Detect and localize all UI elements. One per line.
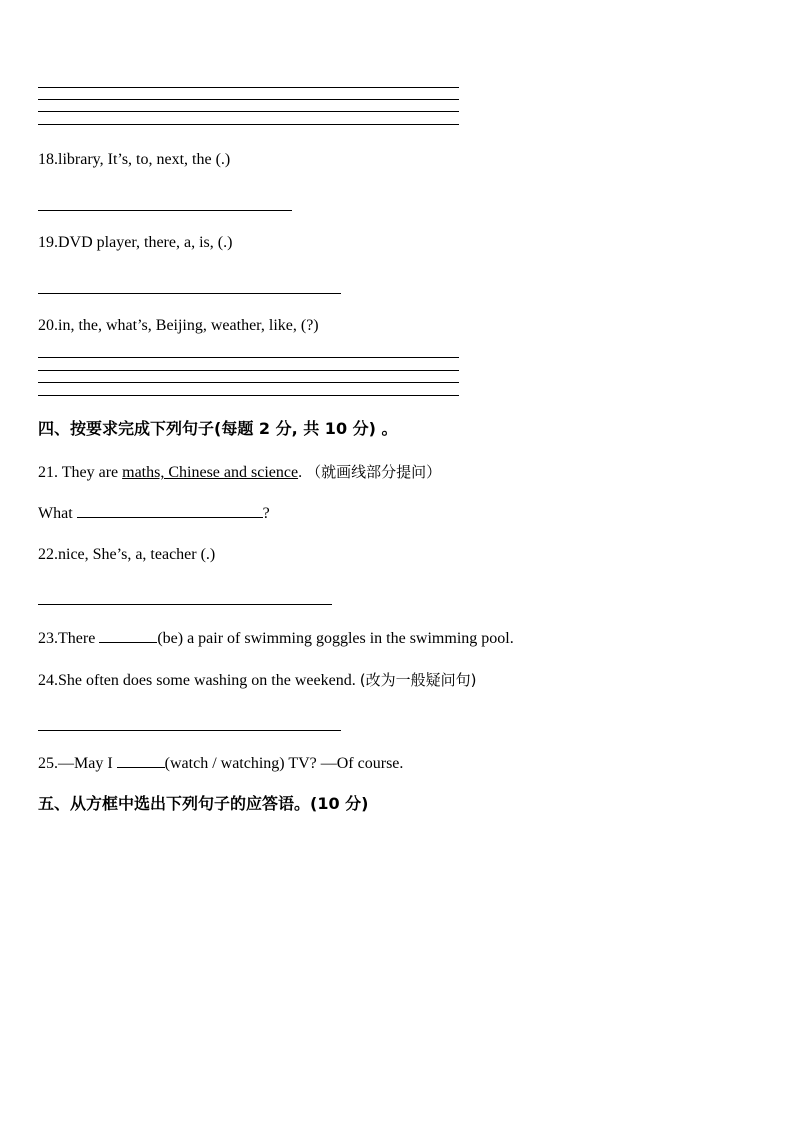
answer-blank[interactable] — [99, 628, 157, 643]
answer-line[interactable] — [38, 395, 459, 396]
answer-line[interactable] — [38, 210, 292, 211]
question-text: nice, She’s, a, teacher (.) — [58, 546, 216, 563]
answer-prefix: What — [38, 505, 77, 522]
question-21 — [38, 462, 441, 483]
question-number: 21. — [38, 464, 58, 481]
question-text-pre: They are — [58, 464, 123, 481]
question-text: DVD player, there, a, is, (.) — [58, 234, 233, 251]
answer-blank[interactable] — [77, 503, 263, 518]
question-number: 24. — [38, 672, 58, 689]
answer-line[interactable] — [38, 370, 459, 371]
question-number: 19. — [38, 234, 58, 251]
question-text-post: . — [298, 464, 307, 481]
question-25 — [38, 753, 403, 774]
section-heading: 四、按要求完成下列句子(每题 2 分, 共 10 分) 。 — [38, 419, 398, 438]
question-23 — [38, 628, 514, 649]
answer-line — [38, 87, 459, 88]
question-text: in, the, what’s, Beijing, weather, like, (?) — [58, 317, 319, 334]
answer-line — [38, 124, 459, 125]
question-22 — [38, 545, 215, 565]
question-number: 25. — [38, 755, 58, 772]
question-20 — [38, 316, 319, 336]
question-19 — [38, 233, 232, 253]
question-number: 23. — [38, 630, 58, 647]
question-text-pre: There — [58, 630, 100, 647]
question-24 — [38, 670, 476, 691]
section-heading: 五、从方框中选出下列句子的应答语。(10 分) — [38, 794, 369, 813]
question-number: 22. — [38, 546, 58, 563]
answer-suffix: ? — [262, 505, 270, 522]
question-text-post: (watch / watching) TV? —Of course. — [164, 755, 404, 772]
question-number: 20. — [38, 317, 58, 334]
instruction: (改为一般疑问句) — [359, 671, 477, 689]
question-text-pre: —May I — [58, 755, 117, 772]
question-text-post: (be) a pair of swimming goggles in the swimming pool. — [157, 630, 514, 647]
answer-line — [38, 99, 459, 100]
question-number: 18. — [38, 151, 58, 168]
answer-line — [38, 111, 459, 112]
underlined-phrase: maths, Chinese and science — [122, 464, 299, 481]
answer-line[interactable] — [38, 293, 341, 294]
answer-blank[interactable] — [117, 753, 165, 768]
question-text: She often does some washing on the weekend. — [58, 672, 360, 689]
answer-line[interactable] — [38, 357, 459, 358]
instruction: （就画线部分提问） — [306, 463, 442, 481]
question-18 — [38, 150, 230, 170]
question-21-answer — [38, 503, 270, 524]
answer-line[interactable] — [38, 604, 332, 605]
answer-line[interactable] — [38, 730, 341, 731]
answer-line[interactable] — [38, 382, 459, 383]
question-text: library, It’s, to, next, the (.) — [58, 151, 231, 168]
